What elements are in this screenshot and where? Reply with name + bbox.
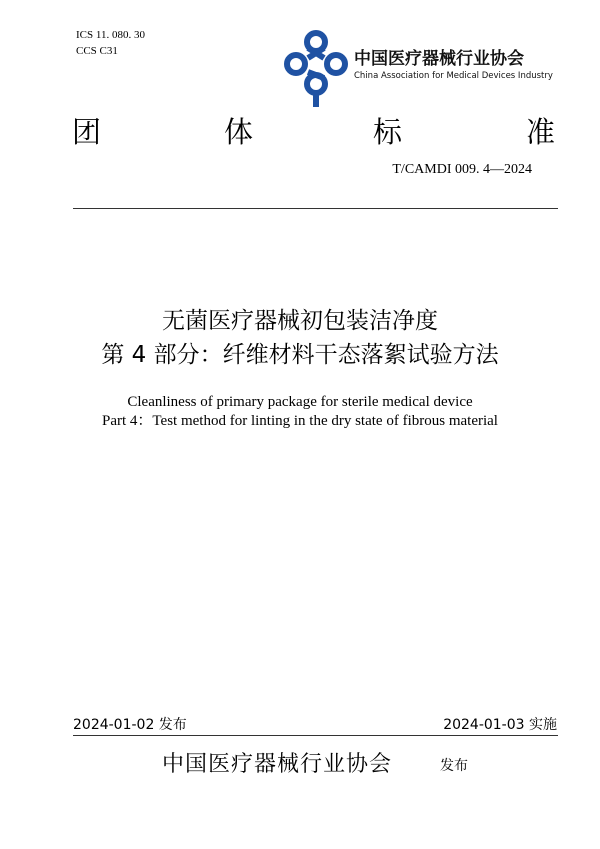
ccs-code: CCS C31 [76,45,118,57]
standard-type-char: 团 [72,115,102,149]
standard-type-char: 准 [526,115,556,149]
implementation-date: 2024-01-03 实施 [443,717,557,733]
standard-number: T/CAMDI 009. 4—2024 [392,162,532,177]
ics-code: ICS 11. 080. 30 [76,29,145,41]
header-divider [73,208,558,209]
footer-divider [73,735,558,736]
publisher-name: 中国医疗器械行业协会 [162,752,393,777]
title-en-line2: Part 4：Test method for linting in the dry state of fibrous material [102,413,498,429]
association-name-cn: 中国医疗器械行业协会 [354,49,524,69]
title-en-line1: Cleanliness of primary package for sterile medical device [127,394,473,410]
standard-type-char: 标 [373,115,403,149]
association-logo-icon [282,28,350,112]
publisher-suffix: 发布 [440,758,468,774]
title-cn-line2: 第 4 部分：纤维材料干态落絮试验方法 [101,342,499,368]
standard-type-char: 体 [224,115,254,149]
issue-date: 2024-01-02 发布 [73,717,187,733]
association-name-en: China Association for Medical Devices Industry [354,71,553,81]
title-cn-line1: 无菌医疗器械初包装洁净度 [162,308,438,334]
